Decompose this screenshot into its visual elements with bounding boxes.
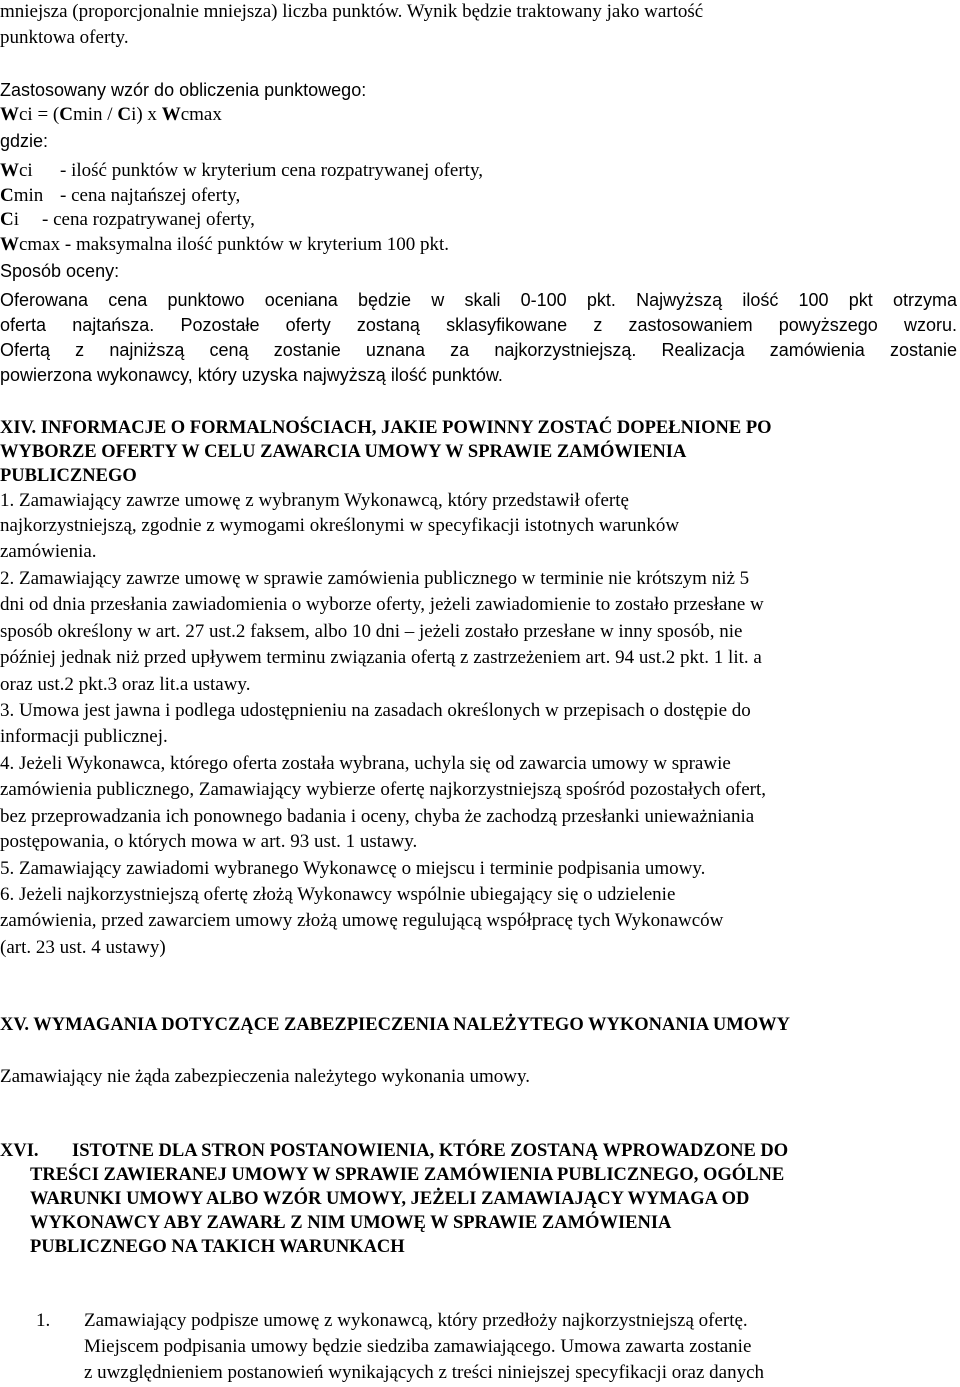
assessment-line-2: oferta najtańsza. Pozostałe oferty zostaną sklasyfikowane z zastosowaniem powyższego wzoru. [0, 315, 957, 335]
section-16-heading-2: TREŚCI ZAWIERANEJ UMOWY W SPRAWIE ZAMÓWIENIA PUBLICZNEGO, OGÓLNE [30, 1165, 785, 1185]
section-15-paragraph: Zamawiający nie żąda zabezpieczenia należytego wykonania umowy. [0, 1066, 530, 1087]
section-14-p2-line-3: sposób określony w art. 27 ust.2 faksem, albo 10 dni – jeżeli zostało przesłane w inny sposób, nie [0, 621, 743, 642]
intro-line-2: punktowa oferty. [0, 27, 129, 48]
section-14-heading-3: PUBLICZNEGO [0, 466, 137, 486]
section-16-item-1-line-1: Zamawiający podpisze umowę z wykonawcą, który przedłoży najkorzystniejszą ofertę. [84, 1310, 748, 1331]
section-14-p6-line-2: zamówienia, przed zawarciem umowy złożą umowę regulującą współpracę tych Wykonawców [0, 910, 724, 931]
section-14-heading-1: XIV. INFORMACJE O FORMALNOŚCIACH, JAKIE POWINNY ZOSTAĆ DOPEŁNIONE PO [0, 418, 772, 438]
section-16-item-1-line-3: z uwzględnieniem postanowień wynikających z treści niniejszej specyfikacji oraz danych [84, 1362, 765, 1383]
section-14-p1-line-3: zamówienia. [0, 541, 97, 562]
formula-title: Zastosowany wzór do obliczenia punktowego: [0, 80, 367, 100]
section-14-heading-2: WYBORZE OFERTY W CELU ZAWARCIA UMOWY W SPRAWIE ZAMÓWIENIA [0, 442, 687, 462]
assessment-line-3: Ofertą z najniższą ceną zostanie uznana za najkorzystniejszą. Realizacja zamówienia zostanie [0, 340, 957, 360]
section-14-p6-line-1: 6. Jeżeli najkorzystniejszą ofertę złożą Wykonawcy wspólnie ubiegający się o udzielenie [0, 884, 676, 905]
section-14-p3-line-2: informacji publicznej. [0, 726, 168, 747]
section-14-p2-line-2: dni od dnia przesłania zawiadomienia o wyborze oferty, jeżeli zawiadomienie to zostało przesłane w [0, 594, 764, 615]
section-16-item-1-line-2: Miejscem podpisania umowy będzie siedziba zamawiającego. Umowa zawarta zostanie [84, 1336, 752, 1357]
formula-def-wci: Wci - ilość punktów w kryterium cena rozpatrywanej oferty, [0, 160, 483, 181]
section-15-heading: XV. WYMAGANIA DOTYCZĄCE ZABEZPIECZENIA NALEŻYTEGO WYKONANIA UMOWY [0, 1015, 790, 1035]
section-14-p6-line-3: (art. 23 ust. 4 ustawy) [0, 937, 166, 958]
formula-gdzie: gdzie: [0, 131, 49, 151]
section-14-p2-line-4: później jednak niż przed upływem terminu związania ofertą z zastrzeżeniem art. 94 ust.2 pkt. 1 lit. a [0, 647, 762, 668]
section-14-p3-line-1: 3. Umowa jest jawna i podlega udostępnieniu na zasadach określonych w przepisach o dostępie do [0, 700, 751, 721]
section-16-heading-5: PUBLICZNEGO NA TAKICH WARUNKACH [30, 1237, 405, 1257]
section-14-p4-line-4: postępowania, o których mowa w art. 93 ust. 1 ustawy. [0, 831, 418, 852]
section-16-heading-3: WARUNKI UMOWY ALBO WZÓR UMOWY, JEŻELI ZAMAWIAJĄCY WYMAGA OD [30, 1189, 750, 1209]
section-16-item-1-number: 1. [36, 1310, 51, 1331]
assessment-line-1: Oferowana cena punktowo oceniana będzie w skali 0-100 pkt. Najwyższą ilość 100 pkt otrzyma [0, 290, 957, 310]
section-14-p4-line-2: zamówienia publicznego, Zamawiający wybierze ofertę najkorzystniejszą spośród pozostałych ofert, [0, 779, 767, 800]
formula-def-ci: Ci - cena rozpatrywanej oferty, [0, 209, 255, 230]
formula-def-cmin: Cmin - cena najtańszej oferty, [0, 185, 241, 206]
intro-line-1: mniejsza (proporcjonalnie mniejsza) liczba punktów. Wynik będzie traktowany jako wartość [0, 1, 704, 22]
section-14-p5-line-1: 5. Zamawiający zawiadomi wybranego Wykonawcę o miejscu i terminie podpisania umowy. [0, 858, 706, 879]
section-14-p2-line-5: oraz ust.2 pkt.3 oraz lit.a ustawy. [0, 674, 251, 695]
section-14-p4-line-1: 4. Jeżeli Wykonawca, którego oferta została wybrana, uchyla się od zawarcia umowy w sprawie [0, 753, 731, 774]
section-16-heading-4: WYKONAWCY ABY ZAWARŁ Z NIM UMOWĘ W SPRAWIE ZAMÓWIENIA [30, 1213, 672, 1233]
assessment-title: Sposób oceny: [0, 261, 120, 281]
section-16-heading-1: ISTOTNE DLA STRON POSTANOWIENIA, KTÓRE ZOSTANĄ WPROWADZONE DO [72, 1141, 789, 1161]
formula-def-wcmax: Wcmax - maksymalna ilość punktów w kryterium 100 pkt. [0, 234, 450, 255]
section-14-p4-line-3: bez przeprowadzania ich ponownego badania i oceny, chyba że zachodzą przesłanki unieważniania [0, 806, 755, 827]
assessment-line-4: powierzona wykonawcy, który uzyska najwyższą ilość punktów. [0, 365, 503, 385]
formula-expression: Wci = (Cmin / Ci) x Wcmax [0, 104, 222, 125]
section-14-p2-line-1: 2. Zamawiający zawrze umowę w sprawie zamówienia publicznego w terminie nie krótszym niż 5 [0, 568, 750, 589]
section-14-p1-line-2: najkorzystniejszą, zgodnie z wymogami określonymi w specyfikacji istotnych warunków [0, 515, 680, 536]
section-14-p1-line-1: 1. Zamawiający zawrze umowę z wybranym Wykonawcą, który przedstawił ofertę [0, 490, 629, 511]
section-16-number: XVI. [0, 1141, 39, 1161]
